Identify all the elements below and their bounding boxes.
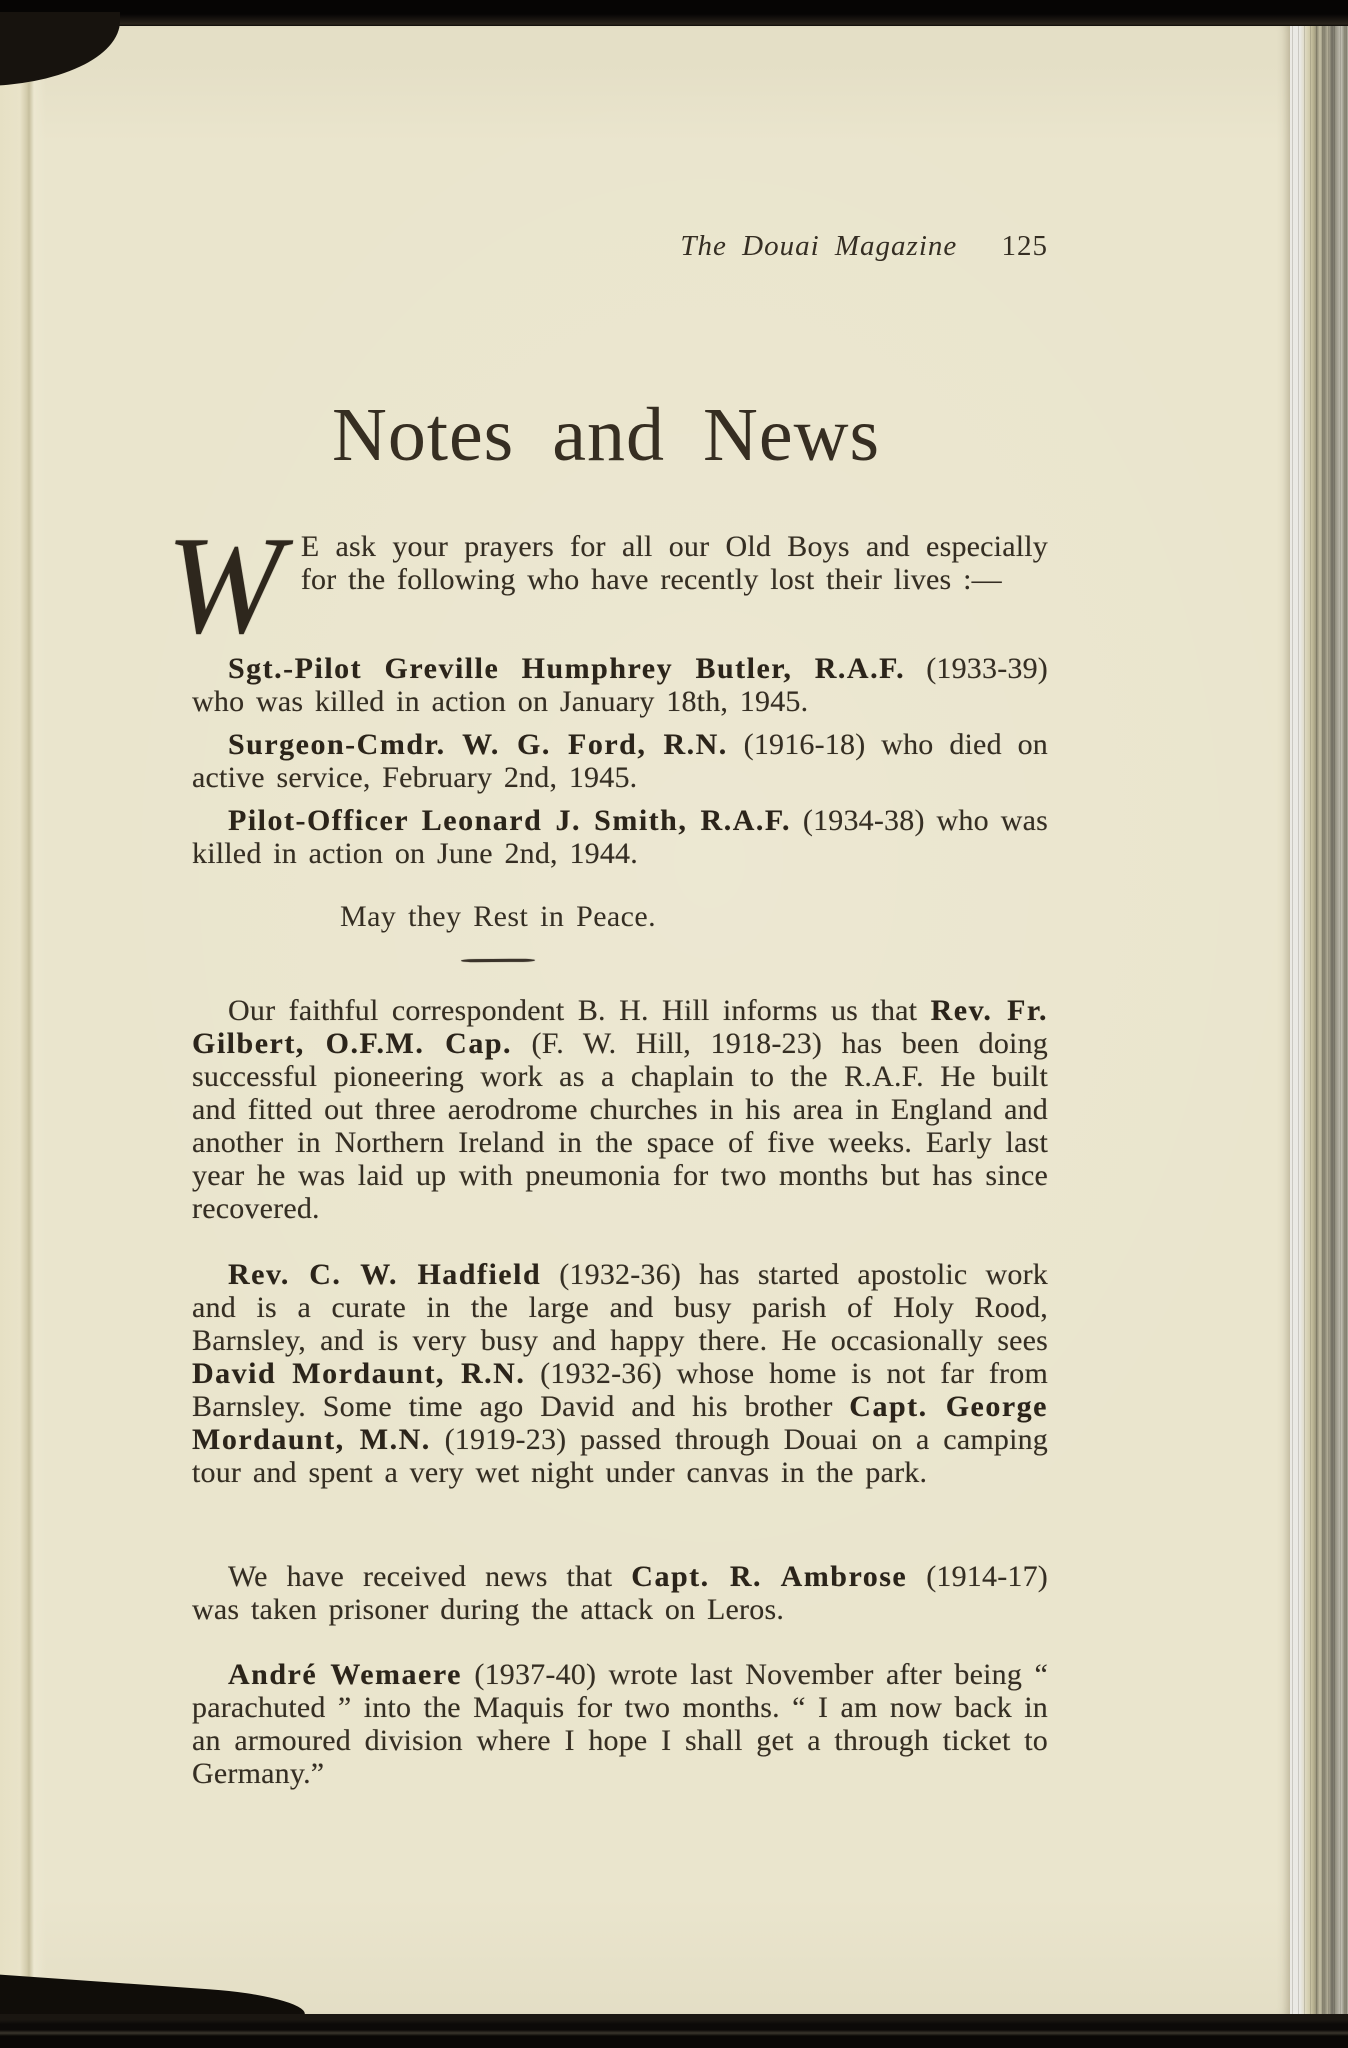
text-segment: We have received news that (228, 1560, 632, 1593)
section-divider (461, 959, 535, 963)
book-cover-top (0, 0, 1348, 26)
magazine-title: The Douai Magazine (680, 230, 958, 262)
obituary-entry (192, 728, 1048, 794)
news-paragraph (192, 994, 1048, 1225)
text-segment: Sgt.-Pilot Greville Humphrey Butler, R.A.F. (228, 652, 906, 685)
text-segment: David Mordaunt, R.N. (192, 1357, 526, 1390)
text-segment: (1916-18) who died on active service, February 2nd, 1945. (192, 728, 1048, 794)
text-segment: (F. W. Hill, 1918-23) has been doing successful pioneering work as a chaplain to the R.A.F. He built and fitted out three aerodrome churches in his area in England and another in Northern Ireland in the space of five weeks. Early last year he was laid up with pneumonia for two months but has since recovered. (192, 1027, 1048, 1225)
drop-cap: W (166, 508, 283, 663)
text-segment: (1919-23) passed through Douai on a camping tour and spent a very wet night under canvas in the park. (192, 1423, 1048, 1489)
obituary-entry (192, 652, 1048, 718)
memorial-line: May they Rest in Peace. (340, 900, 656, 933)
book-cover-bottom (0, 2014, 1348, 2048)
intro-paragraph (166, 508, 1048, 663)
text-segment: (1914-17) was taken prisoner during the attack on Leros. (192, 1560, 1048, 1626)
news-paragraph (192, 1258, 1048, 1489)
news-paragraph (192, 1658, 1048, 1790)
text-segment: (1933-39) who was killed in action on January 18th, 1945. (192, 652, 1048, 718)
page-number: 125 (1001, 230, 1048, 262)
text-segment: (1932-36) whose home is not far from Barnsley. Some time ago David and his brother (192, 1357, 1048, 1423)
obituary-entry (192, 804, 1048, 870)
text-segment: (1937-40) wrote last November after being “ parachuted ” into the Maquis for two months. “ I am now back in an armoured division where I hope I shall get a through ticket to Germany.” (192, 1658, 1048, 1790)
text-segment: Pilot-Officer Leonard J. Smith, R.A.F. (228, 804, 791, 837)
text-segment: (1932-36) has started apostolic work and is a curate in the large and busy parish of Holy Rood, Barnsley, and is very busy and happy there. He occasionally sees (192, 1258, 1048, 1357)
text-segment: Our faithful correspondent B. H. Hill informs us that (228, 994, 931, 1027)
text-segment: (1934-38) who was killed in action on June 2nd, 1944. (192, 804, 1048, 870)
text-segment: Capt. R. Ambrose (631, 1560, 908, 1593)
running-header (192, 230, 1048, 263)
text-segment: Capt. George Mordaunt, M.N. (192, 1390, 1048, 1456)
news-paragraph (192, 1560, 1048, 1626)
text-segment: André Wemaere (228, 1658, 462, 1691)
text-segment: Surgeon-Cmdr. W. G. Ford, R.N. (228, 728, 728, 761)
article-title: Notes and News (331, 393, 881, 477)
text-segment: Rev. C. W. Hadfield (228, 1258, 542, 1291)
intro-text: E ask your prayers for all our Old Boys and especially for the following who have recently lost their lives :— (300, 530, 1048, 596)
text-segment: Rev. Fr. Gilbert, O.F.M. Cap. (192, 994, 1048, 1060)
